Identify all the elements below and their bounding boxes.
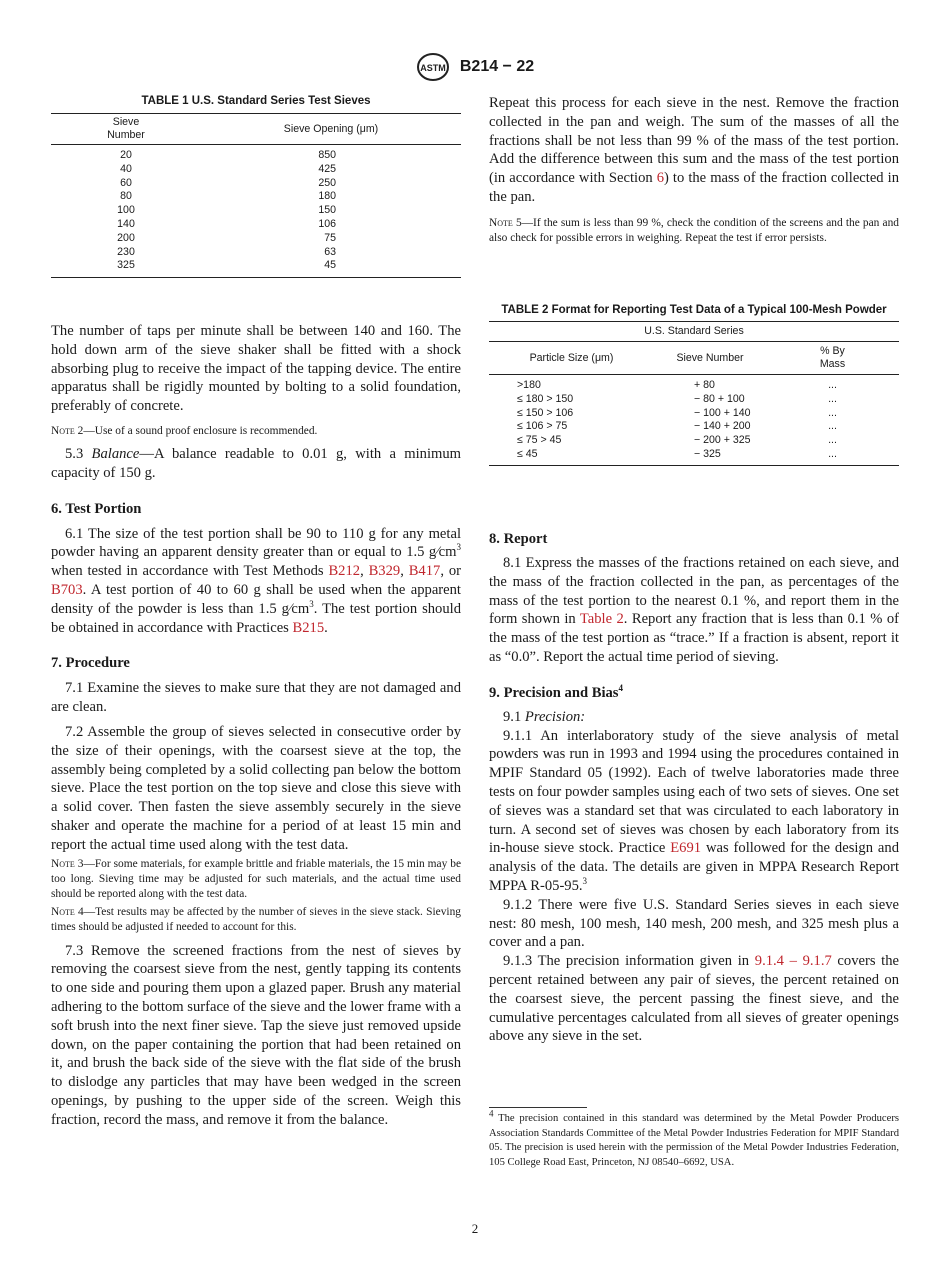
sieve-number-cell: 140 <box>117 217 135 230</box>
particle-size-cell: ≤ 45 <box>517 447 538 460</box>
table-row <box>51 163 461 177</box>
sieve-number-cell: − 325 <box>694 447 721 460</box>
table2-title: TABLE 2 Format for Reporting Test Data of a Typical 100-Mesh Powder <box>501 304 887 316</box>
sieve-number-cell: 200 <box>117 231 135 244</box>
sieve-number-cell: − 200 + 325 <box>694 434 751 447</box>
document-designation: B214 − 22 <box>459 58 535 75</box>
link-e691[interactable]: E691 <box>670 840 702 857</box>
table-row <box>489 434 899 448</box>
paragraph-taps: The number of taps per minute shall be between 140 and 160. The hold down arm of the sieve shaker shall be fitted with a shock absorbing plug to receive the impact of the tapping device. The entire apparatus shall be rigidly mounted by bolting to a solid foundation, preferably of concrete. <box>51 323 461 415</box>
astm-logo-icon <box>416 52 450 82</box>
sieve-number-cell: − 100 + 140 <box>694 406 751 419</box>
sieve-opening-cell: 106 <box>318 217 336 230</box>
table1-header-sieve-number: Sieve Number <box>51 114 201 145</box>
left-column-text <box>51 322 461 1130</box>
sieve-number-cell: + 80 <box>694 379 715 391</box>
table2-group-header: U.S. Standard Series <box>489 322 899 342</box>
table2-header-particle-size: Particle Size (μm) <box>489 342 654 375</box>
table-row <box>51 246 461 260</box>
paragraph-7-3: 7.3 Remove the screened fractions from the nest of sieves by removing the coarsest sieve from the nest, gently tapping its contents to one side and pouring them upon a glazed paper. Brush any material adhering to the bottom surface of the sieve and the lower frame with a soft brush into the next finer sieve. Tap the sieve just removed upside down, on the paper containing the portion that had been retained on it, and brush the back side of the sieve with the flat side of the brush to dislodge any particles that may have been wedged in the screen openings, by pushing to the upper side of the screen. Weigh this fraction, record the mass, and remove it from the balance. <box>51 942 461 1128</box>
paragraph-7-1: 7.1 Examine the sieves to make sure that they are not damaged and are clean. <box>51 680 461 716</box>
table-row <box>51 190 461 204</box>
table-row <box>489 420 899 434</box>
section-7-heading: 7. Procedure <box>51 655 130 672</box>
note-5: Note 5—If the sum is less than 99 %, check the condition of the screens and the pan and also check for possible errors in weighing. Repeat the test if error persists. <box>489 216 899 244</box>
link-b215[interactable]: B215 <box>292 619 325 636</box>
particle-size-cell: ≤ 180 > 150 <box>517 392 574 405</box>
link-9-1-4-to-9-1-7[interactable]: 9.1.4 – 9.1.7 <box>754 953 832 970</box>
footnote-4: $^4$ The precision contained in this standard was determined by the Metal Powder Producers Association Standards Committee of the Metal Powder Industries Federation for MPIF Standard 05. The precision is used herein with the permission of the Metal Powder Industries Federation, 105 College Road East, Princeton, NJ 08540–6692, USA. <box>489 1108 899 1168</box>
particle-size-cell: ≤ 75 > 45 <box>517 434 562 447</box>
footnote-rule <box>489 1107 587 1108</box>
paragraph-9-1-3: 9.1.3 The precision information given in 9.1.4 – 9.1.7 covers the percent retained between any pair of sieves, the percent retained on the coarsest sieve, the percent passing the finest sieve, and the cumulative percentages calculated from all sieves of greater openings above any sieve in the set. <box>489 953 900 1045</box>
svg-text:ASTM: ASTM <box>420 63 446 73</box>
sieve-number-cell: 100 <box>117 204 135 217</box>
table1-body <box>51 145 461 278</box>
table-row <box>489 407 899 421</box>
sieve-opening-cell: 250 <box>318 176 336 189</box>
table2 <box>489 321 899 466</box>
link-b417[interactable]: B417 <box>408 563 441 580</box>
section-9-heading: 9. Precision and Bias$^4$ <box>489 682 623 701</box>
table2-header-sieve-number: Sieve Number <box>654 342 766 375</box>
note-4: Note 4—Test results may be affected by the number of sieves in the sieve stack. Sieving times should be adjusted if needed to account for this. <box>51 905 461 933</box>
table-row <box>51 259 461 277</box>
page-number: 2 <box>471 1221 479 1236</box>
sieve-number-cell: 20 <box>120 149 132 161</box>
table-row <box>51 218 461 232</box>
table1 <box>51 113 461 278</box>
note-3: Note 3—For some materials, for example brittle and friable materials, the 15 min may be too long. Sieving time may be adjusted for such materials, and the actual time used should be reported along with the test data. <box>51 857 461 900</box>
right-column <box>489 94 899 246</box>
table1-header-sieve-opening: Sieve Opening (μm) <box>201 114 461 145</box>
paragraph-8-1: 8.1 Express the masses of the fractions retained on each sieve, and the mass of the fraction collected in the pan, as percentages of the mass of the test portion to the nearest 0.1 %, and report them in the form shown in Table 2. Report any fraction that is less than 0.1 % of the mass of the test portion as “trace.” If a fraction is absent, report it as “0.0”. Report the actual time period of sieving. <box>489 555 899 665</box>
sieve-opening-cell: 180 <box>318 190 336 203</box>
table-row <box>51 204 461 218</box>
sieve-opening-cell: 425 <box>318 162 336 175</box>
sieve-opening-cell: 63 <box>324 245 336 258</box>
table2-header-mass: % By Mass <box>766 342 899 375</box>
left-column <box>51 94 461 278</box>
particle-size-cell: ≤ 150 > 106 <box>517 406 574 419</box>
sieve-number-cell: 60 <box>120 176 132 189</box>
sieve-opening-cell: 850 <box>318 149 336 161</box>
sieve-number-cell: 40 <box>120 162 132 175</box>
table-row <box>489 375 899 393</box>
table-row <box>489 448 899 465</box>
table-row <box>51 232 461 246</box>
link-b703[interactable]: B703 <box>51 581 83 598</box>
sieve-number-cell: − 80 + 100 <box>694 392 745 405</box>
section-6-heading: 6. Test Portion <box>51 500 142 517</box>
section-8-heading: 8. Report <box>489 531 548 547</box>
table-row <box>51 177 461 191</box>
table2-body <box>489 375 899 466</box>
sieve-opening-cell: 75 <box>324 231 336 244</box>
paragraph-9-1-1: 9.1.1 An interlaboratory study of the sieve analysis of metal powders was run in 1993 and 1994 using the procedures contained in MPIF Standard 05 (1992). Each of twelve laboratories made three tests on four powder samples using each of two sets of sieves. One set of sieves was a standard set that was circulated to each laboratory in turn. A second set of sieves was chosen by each laboratory from its in-house sieve stock. Practice E691 was followed for the design and analysis of the data. The details are given in MPPA Research Report MPPA R-05-95.$^3$ <box>489 727 899 894</box>
table-row <box>51 145 461 163</box>
footnote-area <box>489 1107 899 1170</box>
sieve-number-cell: 230 <box>117 245 135 258</box>
particle-size-cell: ≤ 106 > 75 <box>517 420 568 433</box>
link-b329[interactable]: B329 <box>368 563 401 580</box>
link-b212[interactable]: B212 <box>328 563 361 580</box>
mass-cell: ... <box>828 434 837 447</box>
mass-cell: ... <box>828 447 837 460</box>
paragraph-9-1-2: 9.1.2 There were five U.S. Standard Series sieves in each sieve nest: 80 mesh, 100 mesh, 140 mesh, 200 mesh, and 325 mesh plus a cover and a pan. <box>489 896 899 951</box>
mass-cell: ... <box>828 406 837 419</box>
paragraph-5-3: 5.3 Balance—A balance readable to 0.01 g, with a minimum capacity of 150 g. <box>51 445 461 481</box>
page-header <box>0 52 950 82</box>
paragraph-9-1: 9.1 Precision: <box>503 708 586 725</box>
note-2: Note 2—Use of a sound proof enclosure is recommended. <box>51 424 318 437</box>
table1-title: TABLE 1 U.S. Standard Series Test Sieves <box>141 95 371 107</box>
table-row <box>489 393 899 407</box>
sieve-opening-cell: 45 <box>324 259 336 272</box>
link-section-6[interactable]: 6 <box>656 170 665 187</box>
paragraph-7-2: 7.2 Assemble the group of sieves selected in consecutive order by the size of their openings, with the coarsest sieve at the top, the assembly being completed by a solid collecting pan below the bottom sieve. Place the test portion on the top sieve and close this sieve with a solid cover. Then fasten the sieve assembly securely in the sieve shaker and operate the machine for a period of at least 15 min and report the actual time used along with the test data. <box>51 723 461 853</box>
particle-size-cell: >180 <box>517 379 541 391</box>
table2-container <box>489 303 899 466</box>
paragraph-repeat: Repeat this process for each sieve in the nest. Remove the fraction collected in the pan and weigh. The sum of the masses of all the fractions shall be not less than 99 % of the mass of the test portion. Add the difference between this sum and the mass of the test portion (in accordance with Section 6) to the mass of the fraction collected in the pan. <box>489 95 899 205</box>
sieve-opening-cell: 150 <box>318 204 336 217</box>
right-column-text <box>489 531 899 1046</box>
sieve-number-cell: − 140 + 200 <box>694 420 751 433</box>
mass-cell: ... <box>828 420 837 433</box>
mass-cell: ... <box>828 379 837 391</box>
mass-cell: ... <box>828 392 837 405</box>
sieve-number-cell: 80 <box>120 190 132 203</box>
paragraph-6-1: 6.1 The size of the test portion shall be 90 to 110 g for any metal powder having an apparent density greater than or equal to 1.5 $g⁄cm^3$ when tested in accordance with Test Methods B212, B329, B417, or B703. A test portion of 40 to 60 g shall be used when the apparent density of the powder is less than 1.5 $g⁄cm^3$. The test portion should be obtained in accordance with Practices B215. <box>51 525 462 636</box>
link-table-2[interactable]: Table 2 <box>579 611 624 628</box>
sieve-number-cell: 325 <box>117 259 135 272</box>
